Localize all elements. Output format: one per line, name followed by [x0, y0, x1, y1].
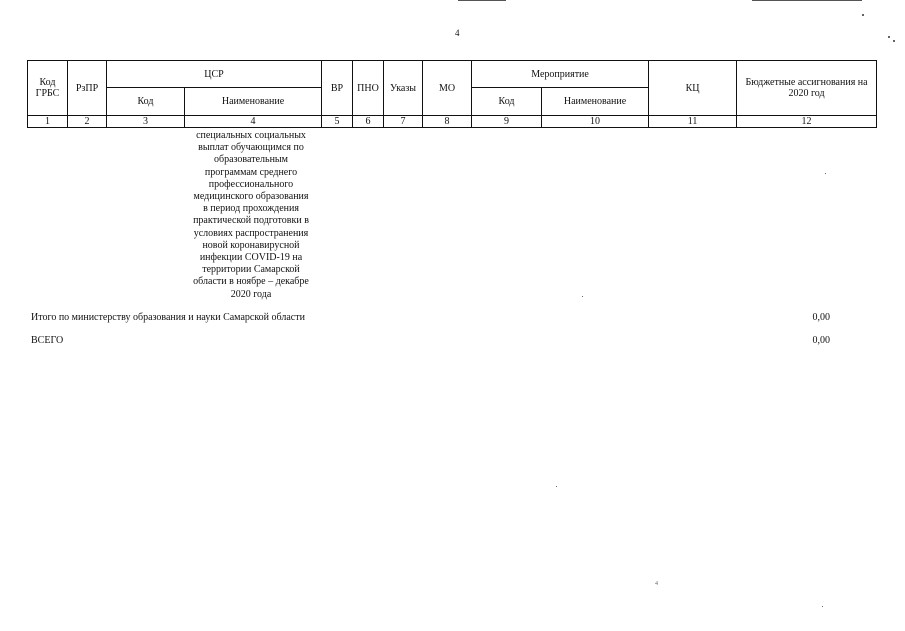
column-number: 7 [384, 116, 423, 128]
ministry-total-value: 0,00 [812, 312, 830, 323]
page-number: 4 [455, 28, 460, 38]
header-csr-kod: Код [107, 88, 185, 116]
scan-dot [556, 486, 557, 487]
ministry-total-label: Итого по министерству образования и науки Самарской области [31, 312, 305, 323]
header-meropriyatie: Мероприятие [472, 61, 649, 88]
header-ukazy: Указы [384, 61, 423, 116]
header-vr: ВР [322, 61, 353, 116]
scan-dot [893, 40, 895, 42]
scan-dot [822, 606, 823, 607]
column-number: 4 [185, 116, 322, 128]
column-number: 1 [28, 116, 68, 128]
scan-dot [582, 296, 583, 297]
header-mer-kod: Код [472, 88, 542, 116]
scan-dot [825, 173, 826, 174]
column-number: 12 [737, 116, 877, 128]
row-description: специальных социальных выплат обучающимся по образовательным программам среднего профессионального медицинского образования в период прохождения практической подготовки в условиях распространения новой коронавирусной инфекции COVID-19 на территории Самарской области в ноябре – декабре 2020 года [193, 130, 309, 300]
scan-line-top-1 [458, 0, 506, 1]
header-pno: ПНО [353, 61, 384, 116]
scan-dot [862, 14, 864, 16]
column-number: 2 [68, 116, 107, 128]
scan-dot [888, 36, 890, 38]
column-number: 5 [322, 116, 353, 128]
header-kc: КЦ [649, 61, 737, 116]
header-csr-name: Наименование [185, 88, 322, 116]
column-number: 9 [472, 116, 542, 128]
grand-total-label: ВСЕГО [31, 335, 64, 346]
column-number: 10 [542, 116, 649, 128]
column-number: 8 [423, 116, 472, 128]
column-number: 6 [353, 116, 384, 128]
bottom-mark: 4 [655, 581, 658, 587]
budget-table [27, 60, 877, 128]
column-number: 3 [107, 116, 185, 128]
header-kod-grbs: Код ГРБС [28, 61, 68, 116]
header-mer-name: Наименование [542, 88, 649, 116]
grand-total-value: 0,00 [812, 335, 830, 346]
header-csr: ЦСР [107, 61, 322, 88]
header-budget: Бюджетные ассигнования на 2020 год [737, 61, 877, 116]
scan-line-top-2 [752, 0, 862, 1]
column-number: 11 [649, 116, 737, 128]
header-rzpr: РзПР [68, 61, 107, 116]
header-mo: МО [423, 61, 472, 116]
